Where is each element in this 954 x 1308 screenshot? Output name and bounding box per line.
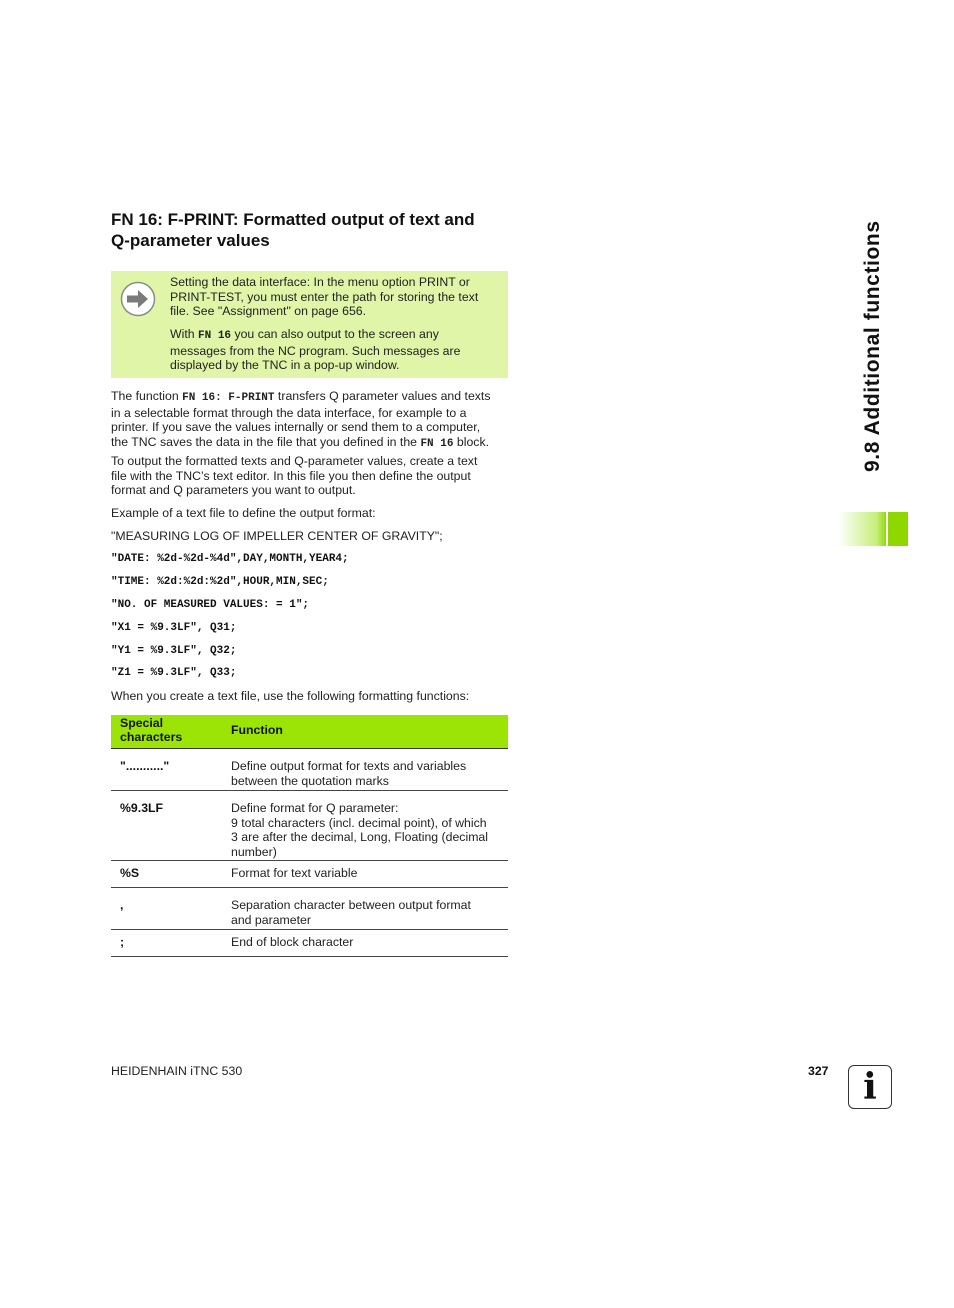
inline-code: FN 16 — [420, 437, 454, 450]
desc-line: between the quotation marks — [231, 773, 389, 788]
desc-line: Define format for Q parameter: — [231, 801, 399, 815]
note-paragraph-1 — [170, 275, 505, 319]
para-line: format and Q parameters you want to output. — [111, 483, 356, 497]
inline-code: FN 16: F-PRINT — [182, 392, 275, 404]
heading-line-2: Q-parameter values — [111, 231, 270, 250]
header-text: Special — [120, 716, 164, 730]
para-text: The function — [111, 389, 183, 403]
note-line: file. See "Assignment" on page 656. — [170, 304, 367, 318]
special-character: %9.3LF — [120, 801, 164, 815]
desc-line: 9 total characters (incl. decimal point), of which — [231, 815, 487, 830]
para-text: transfers Q parameter values and texts — [274, 389, 491, 403]
table-row — [111, 791, 508, 861]
header-text: characters — [120, 730, 183, 744]
note-box — [111, 271, 508, 378]
note-text: you can also output to the screen any — [231, 327, 439, 341]
info-icon: i — [848, 1065, 892, 1109]
heading-line-1: FN 16: F-PRINT: Formatted output of text and — [111, 210, 475, 229]
footer-product-name: HEIDENHAIN iTNC 530 — [111, 1064, 243, 1078]
chapter-side-title: 9.8 Additional functions — [861, 220, 884, 472]
example-title-line: "MEASURING LOG OF IMPELLER CENTER OF GRAVITY"; — [111, 529, 443, 543]
desc-line: 3 are after the decimal, Long, Floating (decimal — [231, 830, 489, 844]
code-line: "Y1 = %9.3LF", Q32; — [111, 645, 237, 657]
para-line — [111, 389, 511, 406]
note-line: Setting the data interface: In the menu option PRINT or — [170, 275, 470, 289]
code-line: "NO. OF MEASURED VALUES: = 1"; — [111, 599, 310, 611]
function-description — [231, 935, 506, 950]
desc-line: Format for text variable — [231, 866, 358, 880]
desc-line: End of block character — [231, 935, 354, 949]
note-line: PRINT-TEST, you must enter the path for storing the text — [170, 289, 479, 304]
code-line: "X1 = %9.3LF", Q31; — [111, 622, 237, 634]
function-description — [231, 866, 506, 881]
desc-line: and parameter — [231, 912, 311, 927]
desc-line: Define output format for texts and variables — [231, 759, 467, 773]
special-character: "..........." — [120, 759, 170, 773]
para-line: file with the TNC’s text editor. In this file you then define the output — [111, 468, 471, 483]
para-line: printer. If you save the values internally or send them to a computer, — [111, 420, 481, 434]
arrow-right-icon — [120, 281, 156, 317]
code-line: "Z1 = %9.3LF", Q33; — [111, 667, 237, 679]
desc-line: number) — [231, 844, 277, 859]
special-character: %S — [120, 866, 140, 880]
note-line: displayed by the TNC in a pop-up window. — [170, 358, 400, 372]
example-intro: Example of a text file to define the output format: — [111, 506, 376, 520]
special-character: , — [120, 898, 124, 912]
para-text: the TNC saves the data in the file that you defined in the — [111, 434, 421, 449]
table-intro: When you create a text file, use the following formatting functions: — [111, 689, 470, 703]
para-line — [111, 435, 511, 452]
header-function: Function — [231, 723, 283, 737]
note-paragraph-2 — [170, 327, 505, 373]
code-line: "TIME: %2d:%2d:%2d",HOUR,MIN,SEC; — [111, 576, 329, 588]
chapter-tab-divider — [886, 512, 888, 546]
function-description — [231, 898, 506, 927]
code-line: "DATE: %2d-%2d-%4d",DAY,MONTH,YEAR4; — [111, 553, 349, 565]
para-line: To output the formatted texts and Q-parameter values, create a text — [111, 454, 478, 468]
special-character: ; — [120, 935, 125, 949]
note-line: messages from the NC program. Such messages are — [170, 343, 461, 358]
note-text: With — [170, 327, 199, 341]
table-row — [111, 749, 508, 791]
function-description — [231, 759, 506, 788]
formatting-functions-table — [111, 715, 508, 957]
desc-line: Separation character between output format — [231, 898, 471, 912]
para-line: in a selectable format through the data interface, for example to a — [111, 405, 467, 420]
chapter-tab-marker — [838, 512, 908, 546]
header-special-characters — [120, 716, 182, 744]
table-row — [111, 861, 508, 888]
text-file-paragraph — [111, 454, 511, 498]
intro-paragraph — [111, 389, 511, 451]
section-heading — [111, 209, 511, 251]
inline-code: FN 16 — [198, 330, 232, 342]
page-number: 327 — [808, 1064, 829, 1078]
para-text: block. — [453, 434, 490, 449]
table-header — [111, 715, 508, 749]
function-description — [231, 801, 506, 859]
table-row — [111, 888, 508, 930]
note-line — [170, 327, 505, 344]
table-row — [111, 930, 508, 957]
